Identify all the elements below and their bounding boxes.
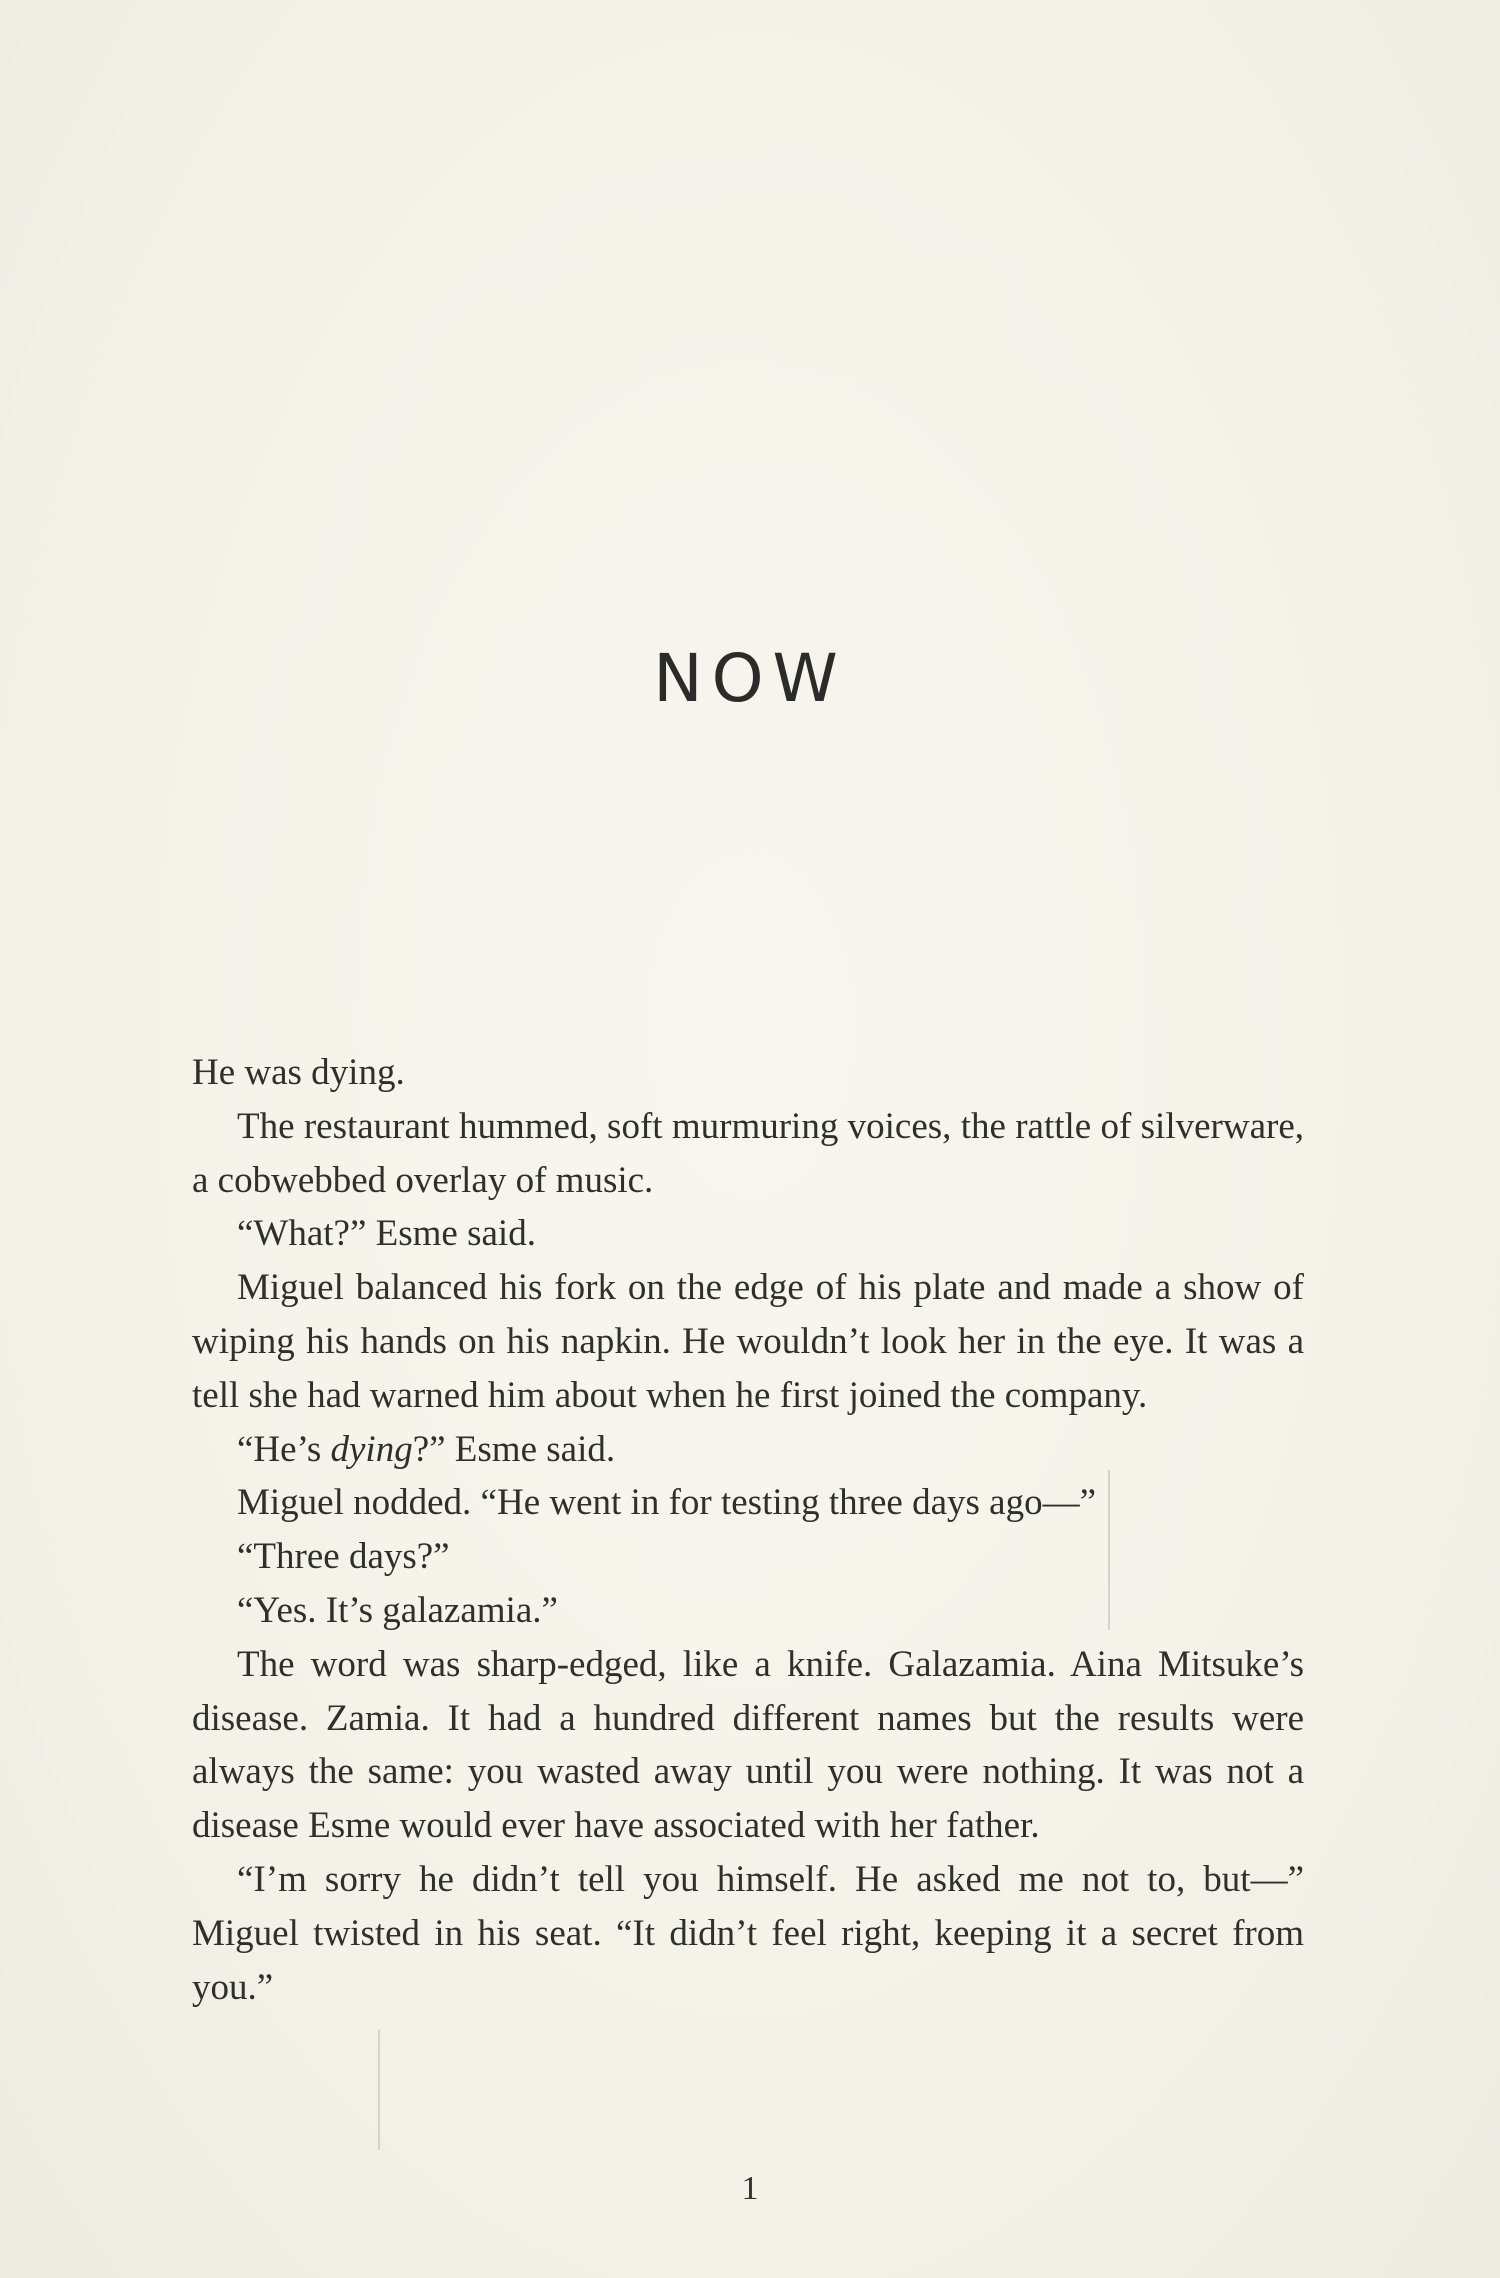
paragraph (192, 1423, 1304, 1477)
paragraph: “Yes. It’s galazamia.” (237, 1589, 558, 1631)
paragraph-text: ?” Esme said. (412, 1428, 616, 1470)
paragraph: Miguel balanced his fork on the edge of his plate and made a show of wiping his hands on his napkin. He wouldn’t look her in the eye. It was a tell she had warned him about when he first joined the company. (192, 1267, 1304, 1416)
body-text (192, 1046, 1304, 2014)
paragraph: The restaurant hummed, soft murmuring voices, the rattle of silverware, a cobwebbed overlay of music. (192, 1105, 1304, 1201)
scan-artifact-line (378, 2030, 380, 2150)
paragraph-text: “He’s (237, 1428, 331, 1470)
page-number: 1 (741, 2170, 759, 2207)
paragraph: He was dying. (192, 1052, 405, 1093)
paragraph: “I’m sorry he didn’t tell you himself. He asked me not to, but—” Miguel twisted in his seat. “It didn’t feel right, keeping it a secret from you.” (192, 1858, 1304, 2008)
paragraph: Miguel nodded. “He went in for testing three days ago—” (237, 1482, 1096, 1524)
emphasis-text: dying (330, 1428, 413, 1470)
paragraph: “Three days?” (237, 1536, 450, 1578)
chapter-title: NOW (653, 640, 847, 717)
paragraph: The word was sharp-edged, like a knife. Galazamia. Aina Mitsuke’s disease. Zamia. It had a hundred different names but the results were always the same: you wasted away until you were nothing. It was not a disease Esme would ever have associated with her father. (192, 1643, 1304, 1847)
paragraph: “What?” Esme said. (237, 1213, 536, 1255)
